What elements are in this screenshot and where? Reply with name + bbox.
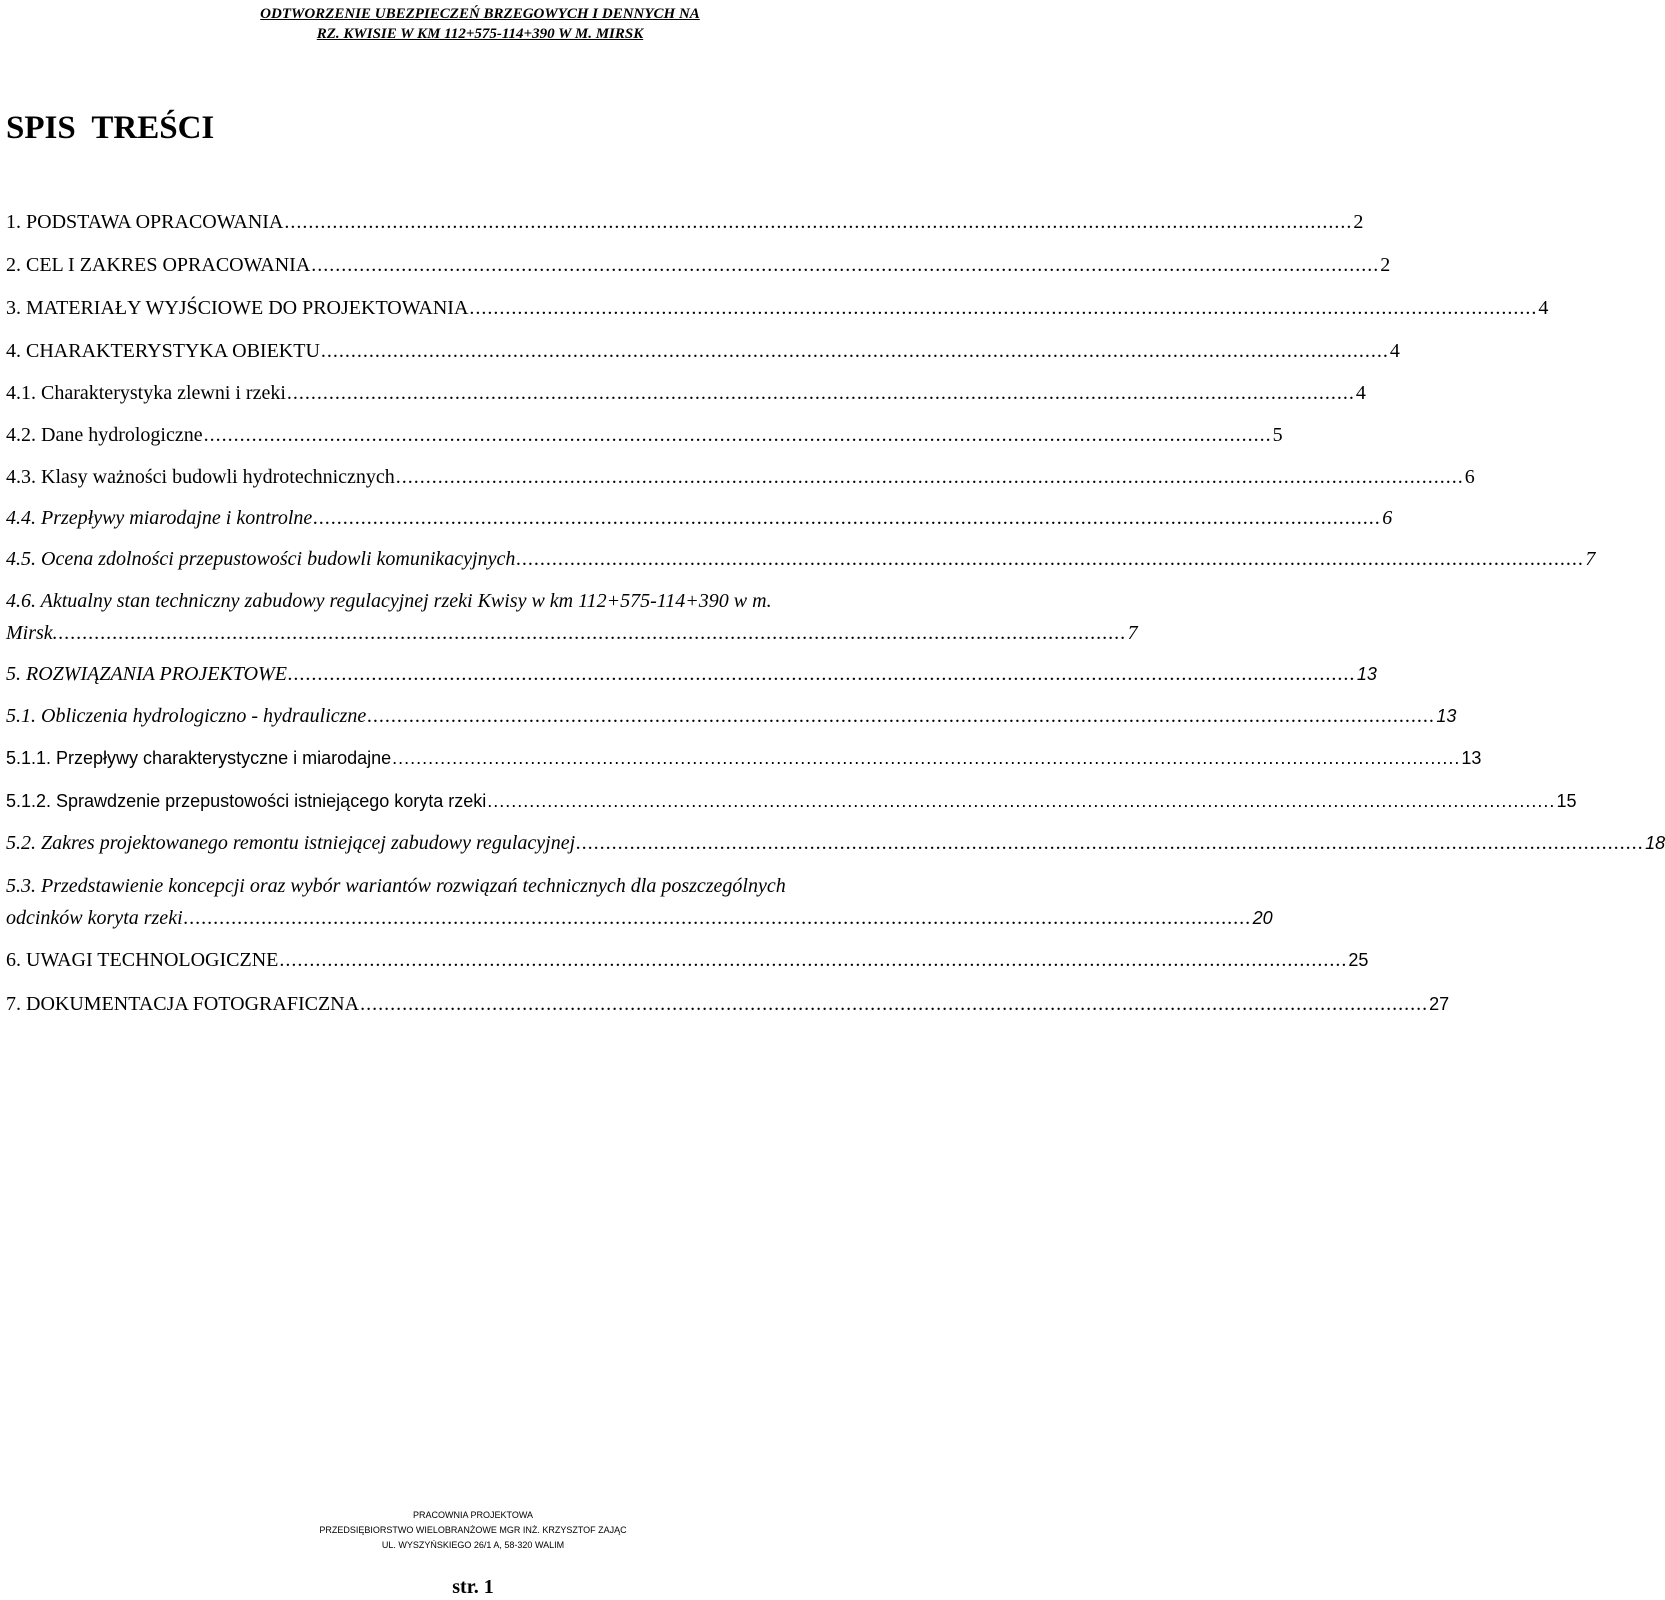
footer-line-1: PRACOWNIA PROJEKTOWA	[412, 1510, 533, 1520]
dot-leader: ..................................................................................................................................................................................	[487, 791, 1556, 811]
toc-page-number: 18	[1645, 833, 1665, 853]
header-line-1: ODTWORZENIE UBEZPIECZEŃ BRZEGOWYCH I DENNYCH NA	[260, 6, 700, 22]
footer-line-3: UL. WYSZYŃSKIEGO 26/1 A, 58-320 WALIM	[381, 1540, 565, 1550]
toc-page-number: 2	[1380, 254, 1391, 276]
toc-entry-line-1[interactable]: 5.3. Przedstawienie koncepcji oraz wybór wariantów rozwiązań technicznych dla poszczególnych	[6, 875, 786, 897]
toc-page-number: 13	[1436, 706, 1457, 726]
dot-leader: ..................................................................................................................................................................................	[469, 297, 1538, 319]
dot-leader: ..................................................................................................................................................................................	[395, 466, 1464, 488]
toc-page-number: 13	[1461, 748, 1482, 768]
dot-leader: ..................................................................................................................................................................................	[284, 211, 1353, 233]
dot-leader: ..................................................................................................................................................................................	[183, 907, 1252, 929]
toc-entry[interactable]: 1. PODSTAWA OPRACOWANIA .................................................................................................................................................................................. 2	[6, 211, 1364, 233]
dot-leader: ..................................................................................................................................................................................	[58, 622, 1127, 644]
dot-leader: ..................................................................................................................................................................................	[279, 949, 1348, 971]
dot-leader: ..................................................................................................................................................................................	[203, 424, 1272, 446]
toc-entry[interactable]: 4. CHARAKTERYSTYKA OBIEKTU .................................................................................................................................................................................. 4	[6, 340, 1400, 362]
toc-page-number: 4	[1389, 340, 1400, 362]
toc-entry[interactable]: 4.2. Dane hydrologiczne .................................................................................................................................................................................. 5	[6, 424, 1283, 446]
toc-page-number: 7	[1585, 548, 1596, 570]
header-line-2: RZ. KWISIE W KM 112+575-114+390 W M. MIRSK	[316, 26, 644, 42]
toc-page-number: 27	[1429, 994, 1450, 1014]
toc-page-number: 5	[1272, 424, 1283, 446]
toc-entry[interactable]: 4.5. Ocena zdolności przepustowości budowli komunikacyjnych .................................................................................................................................................................................. 7	[6, 548, 1596, 570]
dot-leader: ..................................................................................................................................................................................	[313, 507, 1382, 529]
toc-entry[interactable]: Mirsk. .................................................................................................................................................................................. 7	[6, 622, 1138, 644]
toc-entry[interactable]: 7. DOKUMENTACJA FOTOGRAFICZNA .................................................................................................................................................................................. 27	[6, 993, 1450, 1015]
toc-entry[interactable]: 5. ROZWIĄZANIA PROJEKTOWE .................................................................................................................................................................................. 13	[6, 663, 1377, 685]
toc-page-number: 4	[1538, 297, 1549, 319]
toc-entry[interactable]: 4.1. Charakterystyka zlewni i rzeki .................................................................................................................................................................................. 4	[6, 382, 1366, 404]
toc-page-number: 25	[1348, 950, 1369, 970]
toc-page-number: 6	[1464, 466, 1475, 488]
page-number: str. 1	[452, 1576, 494, 1598]
footer-line-2: PRZEDSIĘBIORSTWO WIELOBRANŻOWE MGR INŻ. KRZYSZTOF ZAJĄC	[319, 1525, 627, 1535]
toc-entry[interactable]: 5.2. Zakres projektowanego remontu istniejącej zabudowy regulacyjnej .................................................................................................................................................................................. 18	[6, 832, 1665, 854]
toc-page-number: 6	[1382, 507, 1393, 529]
toc-entry[interactable]: odcinków koryta rzeki .................................................................................................................................................................................. 20	[6, 907, 1273, 929]
dot-leader: ..................................................................................................................................................................................	[311, 254, 1380, 276]
toc-title: SPIS TREŚCI	[6, 110, 215, 146]
document-footer	[0, 1508, 946, 1553]
dot-leader: ..................................................................................................................................................................................	[286, 382, 1355, 404]
dot-leader: ..................................................................................................................................................................................	[367, 705, 1436, 727]
dot-leader: ..................................................................................................................................................................................	[576, 832, 1645, 854]
toc-page-number: 2	[1353, 211, 1364, 233]
dot-leader: ..................................................................................................................................................................................	[287, 663, 1356, 685]
toc-page-number: 4	[1355, 382, 1366, 404]
toc-entry[interactable]: 4.4. Przepływy miarodajne i kontrolne .................................................................................................................................................................................. 6	[6, 507, 1393, 529]
toc-page-number: 20	[1252, 908, 1273, 928]
dot-leader: ..................................................................................................................................................................................	[392, 748, 1461, 768]
toc-entry-line-1[interactable]: 4.6. Aktualny stan techniczny zabudowy regulacyjnej rzeki Kwisy w km 112+575-114+390 w m.	[6, 590, 772, 612]
toc-entry[interactable]: 5.1.2. Sprawdzenie przepustowości istniejącego koryta rzeki .................................................................................................................................................................................. 15	[6, 788, 957, 814]
dot-leader: ..................................................................................................................................................................................	[360, 993, 1429, 1015]
toc-entry[interactable]: 6. UWAGI TECHNOLOGICZNE .................................................................................................................................................................................. 25	[6, 949, 1369, 971]
toc-entry[interactable]: 4.3. Klasy ważności budowli hydrotechnicznych .................................................................................................................................................................................. 6	[6, 466, 1475, 488]
toc-page-number: 13	[1356, 664, 1377, 684]
toc-entry[interactable]: 2. CEL I ZAKRES OPRACOWANIA .................................................................................................................................................................................. 2	[6, 254, 1391, 276]
toc-page-number: 7	[1127, 622, 1138, 644]
dot-leader: ..................................................................................................................................................................................	[320, 340, 1389, 362]
toc-entry[interactable]: 3. MATERIAŁY WYJŚCIOWE DO PROJEKTOWANIA .................................................................................................................................................................................. 4	[6, 297, 1549, 319]
toc-page-number: 15	[1556, 791, 1577, 811]
toc-entry[interactable]: 5.1. Obliczenia hydrologiczno - hydrauliczne .................................................................................................................................................................................. 13	[6, 705, 1457, 727]
toc-entry[interactable]: 5.1.1. Przepływy charakterystyczne i miarodajne .................................................................................................................................................................................. 13	[6, 745, 957, 771]
dot-leader: ..................................................................................................................................................................................	[516, 548, 1585, 570]
